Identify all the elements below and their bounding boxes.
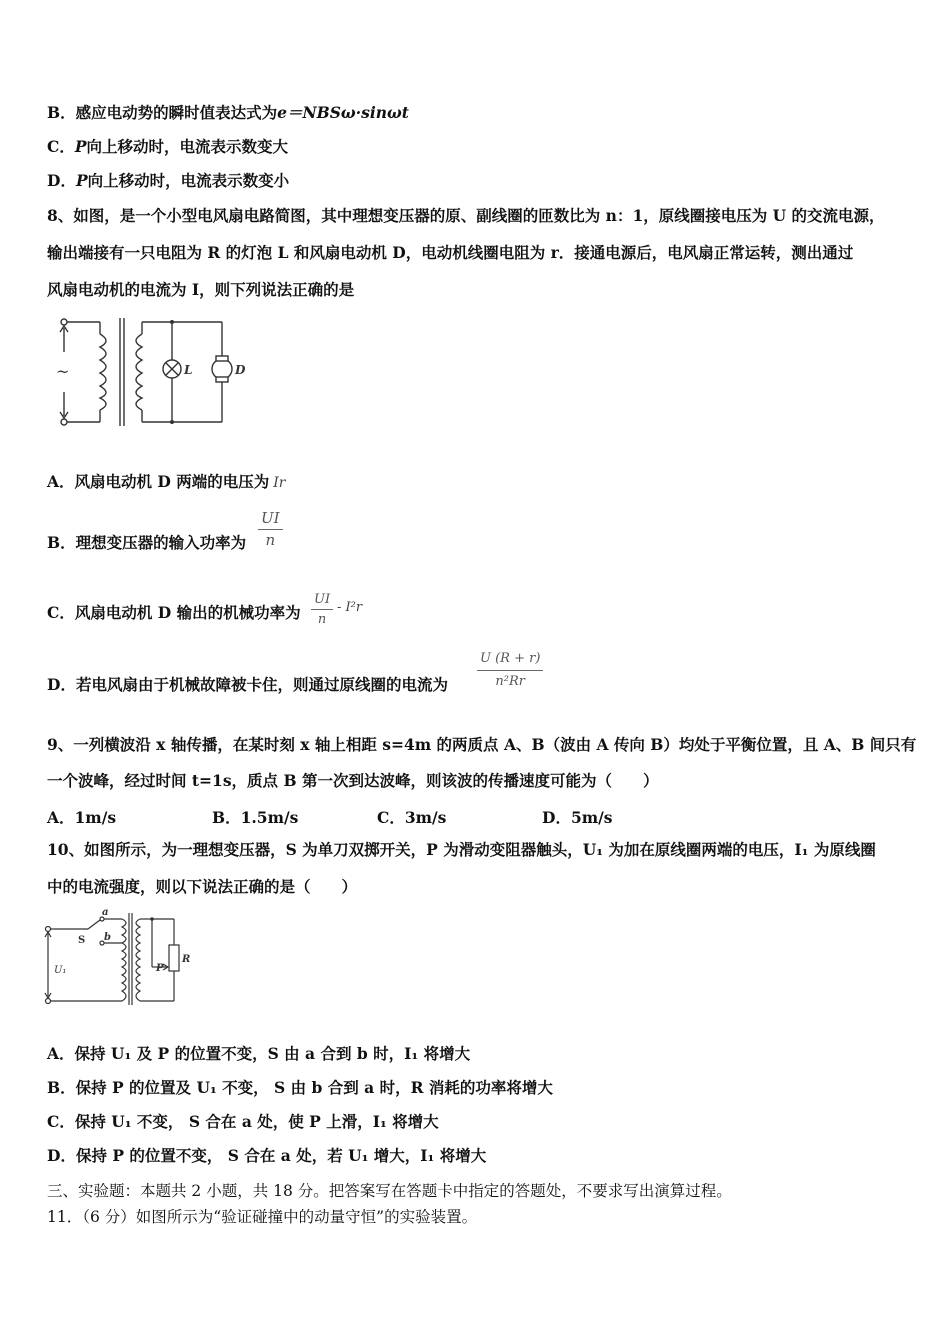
q10-option-d: D．保持 P 的位置不变， S 合在 a 处，若 U₁ 增大，I₁ 将增大: [47, 1146, 487, 1165]
q10-fig-p-label: P: [156, 963, 164, 974]
q10-stem-line1: 10、如图所示，为一理想变压器，S 为单刀双掷开关，P 为滑动变阻器触头，U₁ 为加在原线圈两端的电压，I₁ 为原线圈: [47, 840, 876, 859]
q8-fig-motor-label: D: [235, 363, 246, 377]
section3-header: 三、实验题：本题共 2 小题，共 18 分。把答案写在答题卡中指定的答题处，不要求写出演算过程。: [47, 1182, 732, 1200]
q8-option-c-tail: - I²r: [337, 600, 363, 615]
q10-circuit-figure: [40, 905, 200, 1010]
q11-stem: 11．（6 分）如图所示为“验证碰撞中的动量守恒”的实验装置。: [47, 1208, 478, 1226]
q8-stem-line1: 8、如图，是一个小型电风扇电路简图，其中理想变压器的原、副线圈的匝数比为 n：1，原线圈接电压为 U 的交流电源，: [47, 206, 885, 225]
q9-option-c: C．3m/s: [377, 808, 447, 827]
q8-option-d: D．若电风扇由于机械故障被卡住，则通过原线圈的电流为: [47, 675, 448, 694]
q10-option-a: A．保持 U₁ 及 P 的位置不变，S 由 a 合到 b 时，I₁ 将增大: [47, 1044, 471, 1063]
q8-option-a-math: Ir: [273, 475, 286, 491]
q8-fig-lamp-label: L: [184, 363, 193, 377]
q10-stem-line2: 中的电流强度，则以下说法正确的是（ ）: [47, 877, 358, 896]
q10-fig-s-label: S: [78, 935, 86, 946]
q8-fig-source-label: ~: [56, 362, 70, 381]
q10-fig-b-label: b: [104, 932, 111, 943]
q8-option-d-fraction: $\frac{U (R + r)}{\text{n²Rr}}$: [477, 648, 543, 693]
q8-circuit-figure: [50, 312, 250, 432]
q10-fig-a-label: a: [102, 907, 109, 918]
q7-option-d: D．P向上移动时，电流表示数变小: [47, 171, 290, 190]
q8-stem-line2: 输出端接有一只电阻为 R 的灯泡 L 和风扇电动机 D，电动机线圈电阻为 r．接通电源后，电风扇正常运转，测出通过: [47, 243, 854, 262]
q8-option-c: C．风扇电动机 D 输出的机械功率为: [47, 603, 301, 622]
q8-option-b-fraction: $\frac{UI}{n}$: [258, 508, 283, 551]
q8-option-a: A．风扇电动机 D 两端的电压为 Ir: [47, 472, 286, 491]
q8-option-b: B．理想变压器的输入功率为: [47, 533, 247, 552]
q10-fig-u1-label: U₁: [54, 965, 67, 976]
q10-fig-r-label: R: [182, 954, 191, 965]
q10-option-b: B．保持 P 的位置及 U₁ 不变， S 由 b 合到 a 时，R 消耗的功率将增大: [47, 1078, 553, 1097]
q9-option-a: A．1m/s: [47, 808, 117, 827]
q9-option-d: D．5m/s: [542, 808, 613, 827]
q9-stem-line2: 一个波峰，经过时间 t=1s，质点 B 第一次到达波峰，则该波的传播速度可能为（ ）: [47, 771, 659, 790]
q7-option-b: B．感应电动势的瞬时值表达式为e＝NBSω·sinωt: [47, 103, 409, 122]
q10-option-c: C．保持 U₁ 不变， S 合在 a 处，使 P 上滑，I₁ 将增大: [47, 1112, 439, 1131]
q8-option-c-fraction: $\frac{UI}{n}$: [311, 590, 333, 629]
q8-stem-line3: 风扇电动机的电流为 I，则下列说法正确的是: [47, 280, 355, 299]
q9-option-b: B．1.5m/s: [212, 808, 299, 827]
q9-stem-line1: 9、一列横波沿 x 轴传播，在某时刻 x 轴上相距 s=4m 的两质点 A、B（波由 A 传向 B）均处于平衡位置，且 A、B 间只有: [47, 735, 917, 754]
q7-option-c: C．P向上移动时，电流表示数变大: [47, 137, 289, 156]
